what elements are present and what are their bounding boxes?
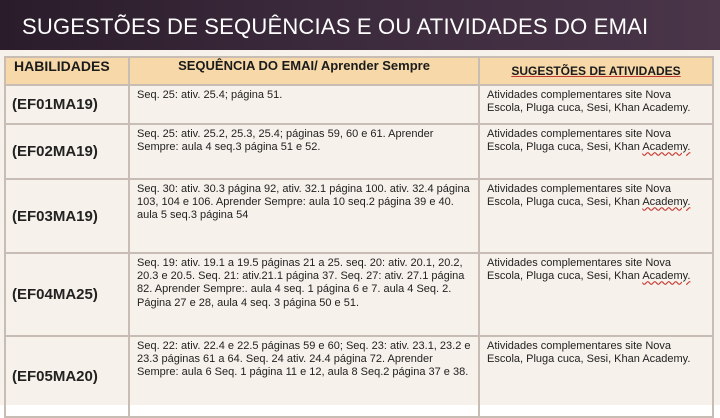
suggestion-text <box>479 253 713 336</box>
header-sugestoes-text: SUGESTÕES DE ATIVIDADES <box>511 64 681 78</box>
table-area <box>0 50 720 405</box>
suggestion-part1: Atividades complementares site Nova Escola, Pluga cuca, Sesi, Khan <box>487 128 672 154</box>
skill-code: (EF05MA20) <box>5 336 129 417</box>
sequence-text: Seq. 22: ativ. 22.4 e 22.5 páginas 59 e 60; Seq. 23: ativ. 23.1, 23.2 e 23.3 páginas 61 a 64. Seq. 24 ativ. 24.4 página 72. Aprender Sempre: aula 6 Seq. 1 página 11 e 12, aula 8 Seq.2 página 37 e 38. <box>129 336 479 417</box>
header-sugestoes <box>479 57 713 85</box>
header-habilidades: HABILIDADES <box>5 57 129 85</box>
slide-title: SUGESTÕES DE SEQUÊNCIAS E OU ATIVIDADES DO EMAI <box>22 14 649 39</box>
suggestion-part2: Academy. <box>642 141 691 154</box>
header-sequencia: SEQUÊNCIA DO EMAI/ Aprender Sempre <box>129 57 479 85</box>
emai-table <box>4 56 714 418</box>
suggestion-part1: Atividades complementares site Nova Escola, Pluga cuca, Sesi, Khan Academy <box>487 89 688 115</box>
suggestion-text <box>479 124 713 179</box>
sequence-text: Seq. 25: ativ. 25.2, 25.3, 25.4; páginas 59, 60 e 61. Aprender Sempre: aula 4 seq.3 página 51 e 52. <box>129 124 479 179</box>
sequence-text: Seq. 19: ativ. 19.1 a 19.5 páginas 21 a 25. seq. 20: ativ. 20.1, 20.2, 20.3 e 20.5. Seq. 21: ativ.21.1 página 37. Seq. 27: ativ. 27.1 página 82. Aprender Sempre:. aula 4 seq. 1 página 6 e 7. aula 4 Seq. 2. Página 27 e 28, aula 4 seq. 3 página 50 e 51. <box>129 253 479 336</box>
header-row <box>5 57 713 85</box>
table-row <box>5 124 713 179</box>
suggestion-part2: Academy. <box>642 270 691 283</box>
suggestion-part1: Atividades complementares site Nova Escola, Pluga cuca, Sesi, Khan <box>487 257 672 283</box>
suggestion-part1: Atividades complementares site Nova Escola, Pluga cuca, Sesi, Khan <box>487 183 672 209</box>
skill-code: (EF04MA25) <box>5 253 129 336</box>
skill-code: (EF03MA19) <box>5 179 129 253</box>
suggestion-part2: . <box>687 102 691 115</box>
title-bar <box>0 0 720 50</box>
suggestion-part2: . <box>687 353 691 366</box>
table-row <box>5 179 713 253</box>
sequence-text: Seq. 25: ativ. 25.4; página 51. <box>129 85 479 124</box>
skill-code: (EF02MA19) <box>5 124 129 179</box>
suggestion-part2: Academy. <box>642 196 691 209</box>
table-row <box>5 85 713 124</box>
table-row <box>5 253 713 336</box>
skill-code: (EF01MA19) <box>5 85 129 124</box>
sequence-text: Seq. 30: ativ. 30.3 página 92, ativ. 32.1 página 100. ativ. 32.4 página 103, 104 e 106. Aprender Sempre: aula 10 seq.2 página 39 e 40. aula 5 seq.3 página 54 <box>129 179 479 253</box>
suggestion-text <box>479 85 713 124</box>
suggestion-part1: Atividades complementares site Nova Escola, Pluga cuca, Sesi, Khan Academy <box>487 340 688 366</box>
suggestion-text <box>479 179 713 253</box>
